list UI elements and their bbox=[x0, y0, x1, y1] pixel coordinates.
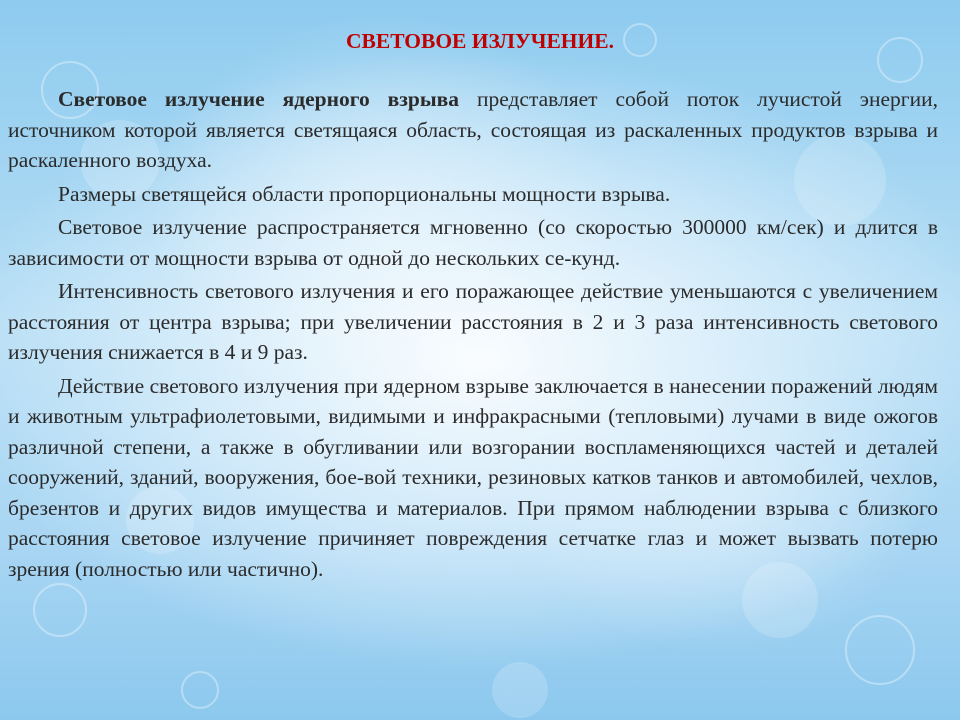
paragraph-definition bbox=[8, 84, 938, 176]
slide-content bbox=[8, 26, 938, 587]
paragraph-size: Размеры светящейся области пропорциональны мощности взрыва. bbox=[58, 181, 671, 206]
paragraph-effects: Действие светового излучения при ядерном взрыве заключается в нанесении поражений людям и животным ультрафиолетовыми, видимыми и инфракрасными (тепловыми) лучами в виде ожогов различной степени, а также в обугливании или возгорании воспламеняющихся частей и деталей сооружений, зданий, вооружения, бое-вой техники, резиновых катков танков и автомобилей, чехлов, брезентов и других видов имущества и материалов. При прямом наблюдении взрыва с близкого расстояния световое излучение причиняет повреждения сетчатке глаз и может вызвать потерю зрения (полностью или частично). bbox=[8, 373, 938, 581]
slide-title: СВЕТОВОЕ ИЗЛУЧЕНИЕ. bbox=[346, 29, 614, 53]
definition-text: представляет собой поток лучистой энергии, источником которой является светящаяся область, состоящая из раскаленных продуктов взрыва и раскаленного воздуха. bbox=[8, 87, 939, 172]
paragraph-intensity: Интенсивность светового излучения и его поражающее действие уменьшаются с увеличением расстояния от центра взрыва; при увеличении расстояния в 2 и 3 раза интенсивность светового излучения снижается в 4 и 9 раз. bbox=[8, 279, 938, 364]
paragraph-speed: Световое излучение распространяется мгновенно (со скоростью 300000 км/сек) и длится в зависимости от мощности взрыва от одной до нескольких се-кунд. bbox=[8, 215, 938, 270]
definition-term: Световое излучение ядерного взрыва bbox=[58, 87, 460, 111]
